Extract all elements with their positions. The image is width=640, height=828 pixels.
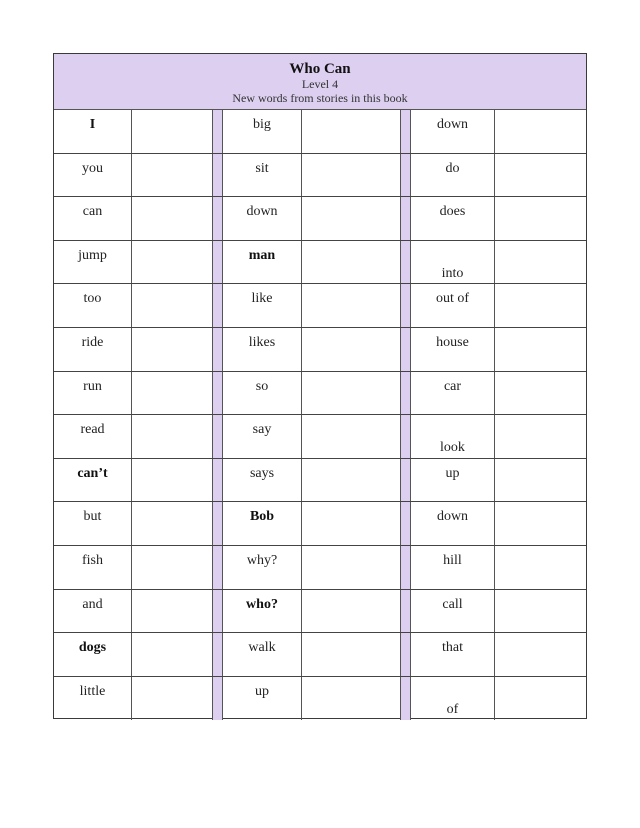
blank-answer-cell <box>302 284 401 327</box>
sight-word: run <box>83 378 102 394</box>
column-separator <box>401 154 411 197</box>
sight-word: up <box>445 465 460 481</box>
word-cell <box>411 241 495 284</box>
sight-word: man <box>248 247 276 263</box>
word-cell <box>411 677 495 721</box>
column-separator <box>401 372 411 415</box>
table-row <box>54 154 586 198</box>
column-separator <box>213 110 223 153</box>
sight-word: who? <box>246 596 278 612</box>
sight-word: sit <box>255 160 269 176</box>
blank-answer-cell <box>495 590 587 633</box>
sight-word: up <box>255 683 269 699</box>
word-cell <box>223 328 302 371</box>
sight-word: dogs <box>78 640 107 656</box>
sight-word: call <box>442 596 463 612</box>
sight-word: jump <box>78 247 107 263</box>
blank-answer-cell <box>132 372 213 415</box>
level-label: Level 4 <box>301 77 339 91</box>
blank-answer-cell <box>302 546 401 589</box>
sight-word: so <box>255 378 269 394</box>
sight-word: fish <box>82 552 103 568</box>
column-separator <box>401 197 411 240</box>
blank-answer-cell <box>132 284 213 327</box>
column-separator <box>401 633 411 676</box>
table-row <box>54 502 586 546</box>
sight-word: but <box>83 509 102 525</box>
column-separator <box>213 546 223 589</box>
column-separator <box>213 459 223 502</box>
column-separator <box>213 677 223 721</box>
word-cell <box>54 154 132 197</box>
word-cell <box>54 590 132 633</box>
table-row <box>54 677 586 721</box>
column-separator <box>401 546 411 589</box>
sight-word: too <box>83 291 102 307</box>
blank-answer-cell <box>302 633 401 676</box>
word-cell <box>54 328 132 371</box>
table-row <box>54 241 586 285</box>
blank-answer-cell <box>302 110 401 153</box>
blank-answer-cell <box>495 677 587 721</box>
sight-word: walk <box>248 640 276 656</box>
word-cell <box>54 372 132 415</box>
word-cell <box>223 110 302 153</box>
sight-word: car <box>443 378 462 394</box>
word-cell <box>411 459 495 502</box>
blank-answer-cell <box>302 590 401 633</box>
word-cell <box>54 284 132 327</box>
book-title: Who Can <box>289 61 351 77</box>
word-cell <box>223 546 302 589</box>
blank-answer-cell <box>495 328 587 371</box>
blank-answer-cell <box>495 154 587 197</box>
sight-word: say <box>252 422 272 438</box>
sight-word: down <box>436 117 469 132</box>
blank-answer-cell <box>132 241 213 284</box>
column-separator <box>213 284 223 327</box>
blank-answer-cell <box>302 502 401 545</box>
column-separator <box>213 590 223 633</box>
table-row <box>54 328 586 372</box>
sight-word: of <box>446 701 459 717</box>
blank-answer-cell <box>302 328 401 371</box>
blank-answer-cell <box>495 546 587 589</box>
blank-answer-cell <box>495 415 587 458</box>
blank-answer-cell <box>132 590 213 633</box>
sight-word: hill <box>443 552 462 568</box>
column-separator <box>213 633 223 676</box>
word-cell <box>411 590 495 633</box>
blank-answer-cell <box>132 154 213 197</box>
blank-answer-cell <box>132 110 213 153</box>
blank-answer-cell <box>132 633 213 676</box>
word-cell <box>223 284 302 327</box>
word-cell <box>54 502 132 545</box>
blank-answer-cell <box>132 546 213 589</box>
sight-word: read <box>80 422 105 438</box>
blank-answer-cell <box>132 328 213 371</box>
word-cell <box>411 633 495 676</box>
column-separator <box>401 459 411 502</box>
table-row <box>54 415 586 459</box>
table-row <box>54 546 586 590</box>
word-cell <box>411 502 495 545</box>
sight-word: I <box>89 117 96 132</box>
word-cell <box>54 241 132 284</box>
blank-answer-cell <box>495 502 587 545</box>
word-cell <box>223 372 302 415</box>
word-cell <box>411 415 495 458</box>
word-cell <box>223 415 302 458</box>
word-cell <box>223 590 302 633</box>
column-separator <box>213 154 223 197</box>
blank-answer-cell <box>495 197 587 240</box>
word-cell <box>411 110 495 153</box>
blank-answer-cell <box>302 415 401 458</box>
blank-answer-cell <box>132 197 213 240</box>
blank-answer-cell <box>495 633 587 676</box>
table-row <box>54 284 586 328</box>
column-separator <box>401 328 411 371</box>
word-list-table <box>53 53 587 719</box>
sight-word: down <box>436 509 469 525</box>
table-row <box>54 197 586 241</box>
blank-answer-cell <box>495 241 587 284</box>
sight-word: little <box>79 683 106 699</box>
column-separator <box>401 110 411 153</box>
sight-word: says <box>249 465 275 481</box>
column-separator <box>213 241 223 284</box>
word-cell <box>411 372 495 415</box>
blank-answer-cell <box>132 677 213 721</box>
column-separator <box>401 241 411 284</box>
blank-answer-cell <box>302 459 401 502</box>
blank-answer-cell <box>302 241 401 284</box>
blank-answer-cell <box>495 110 587 153</box>
column-separator <box>213 197 223 240</box>
word-cell <box>223 241 302 284</box>
blank-answer-cell <box>495 459 587 502</box>
word-cell <box>54 633 132 676</box>
word-cell <box>223 633 302 676</box>
sight-word: out of <box>435 291 470 307</box>
table-header <box>54 54 586 110</box>
column-separator <box>213 415 223 458</box>
blank-answer-cell <box>302 197 401 240</box>
column-separator <box>213 328 223 371</box>
column-separator <box>401 284 411 327</box>
word-cell <box>54 197 132 240</box>
table-subtitle: New words from stories in this book <box>232 91 408 105</box>
word-grid <box>54 110 586 720</box>
word-cell <box>223 459 302 502</box>
blank-answer-cell <box>302 677 401 721</box>
word-cell <box>223 154 302 197</box>
sight-word: house <box>436 334 469 350</box>
sight-word: and <box>82 596 103 612</box>
column-separator <box>401 502 411 545</box>
word-cell <box>411 284 495 327</box>
table-row <box>54 590 586 634</box>
table-row <box>54 372 586 416</box>
sight-word: ride <box>81 334 104 350</box>
sight-word: that <box>442 640 463 656</box>
table-row <box>54 110 586 154</box>
word-cell <box>54 546 132 589</box>
table-row <box>54 633 586 677</box>
sight-word: big <box>253 117 271 132</box>
word-cell <box>411 328 495 371</box>
blank-answer-cell <box>302 154 401 197</box>
sight-word: can’t <box>77 465 108 481</box>
word-cell <box>54 415 132 458</box>
sight-word: does <box>439 204 466 220</box>
blank-answer-cell <box>302 372 401 415</box>
sight-word: down <box>246 204 278 220</box>
column-separator <box>401 415 411 458</box>
column-separator <box>401 590 411 633</box>
blank-answer-cell <box>132 502 213 545</box>
word-cell <box>411 154 495 197</box>
column-separator <box>213 372 223 415</box>
blank-answer-cell <box>132 415 213 458</box>
table-row <box>54 459 586 503</box>
blank-answer-cell <box>132 459 213 502</box>
column-separator <box>401 677 411 721</box>
word-cell <box>54 677 132 721</box>
column-separator <box>213 502 223 545</box>
word-cell <box>223 197 302 240</box>
sight-word: why? <box>246 552 278 568</box>
word-cell <box>411 546 495 589</box>
sight-word: can <box>82 204 103 220</box>
sight-word: Bob <box>249 509 275 525</box>
word-cell <box>54 459 132 502</box>
word-cell <box>54 110 132 153</box>
sight-word: do <box>445 160 460 176</box>
sight-word: into <box>441 265 464 281</box>
word-cell <box>223 677 302 721</box>
blank-answer-cell <box>495 372 587 415</box>
sight-word: like <box>251 291 273 307</box>
word-cell <box>411 197 495 240</box>
word-cell <box>223 502 302 545</box>
sight-word: you <box>82 160 103 176</box>
blank-answer-cell <box>495 284 587 327</box>
sight-word: likes <box>248 334 276 350</box>
sight-word: look <box>440 440 465 456</box>
